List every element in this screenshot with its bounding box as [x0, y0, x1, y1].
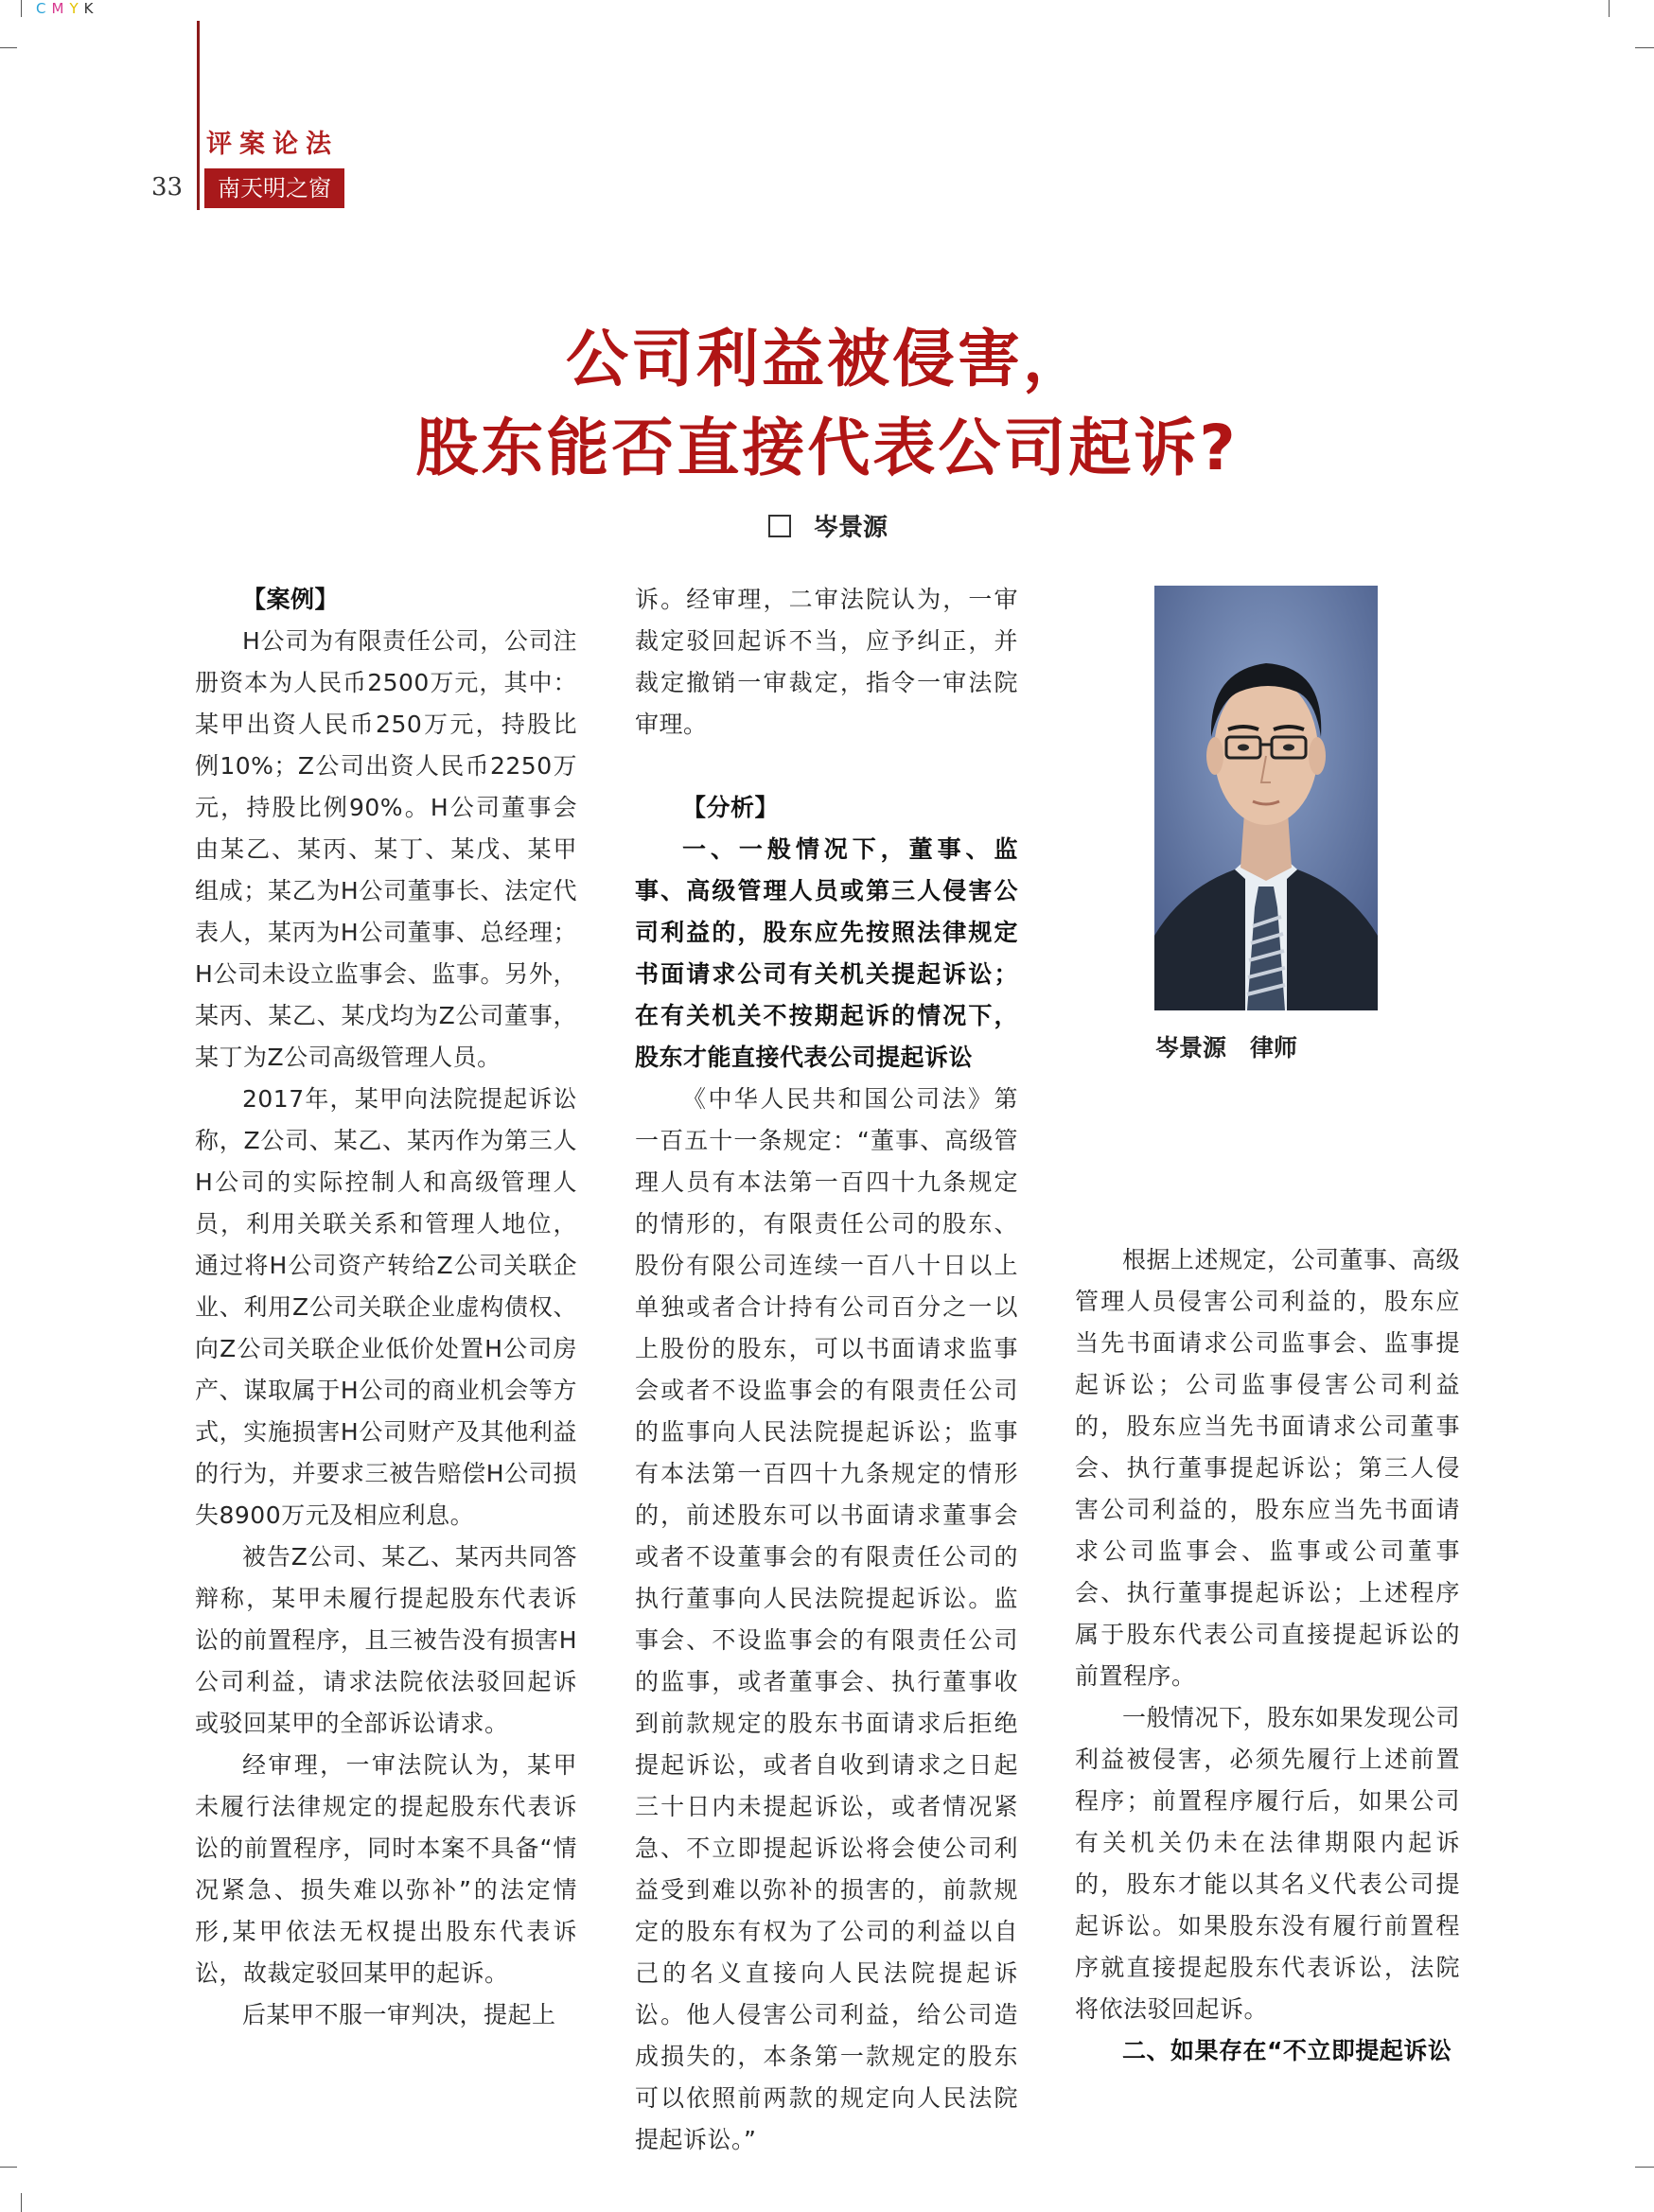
trim-mark: [1635, 2167, 1654, 2168]
trim-mark: [0, 47, 17, 48]
cmyk-k: K: [83, 0, 99, 17]
paragraph: 2017年，某甲向法院提起诉讼称，Z公司、某乙、某丙作为第三人H公司的实际控制人和高级管理人员，利用关联关系和管理人地位，通过将H公司资产转给Z公司关联企业、利用Z公司关联企业虚构债权、向Z公司关联企业低价处置H公司房产、谋取属于H公司的商业机会等方式，实施损害H公司财产及其他利益的行为，并要求三被告赔偿H公司损失8900万元及相应利息。: [195, 1085, 577, 1529]
header-rule: [197, 21, 200, 210]
point-heading-1: 一、一般情况下，董事、监事、高级管理人员或第三人侵害公司利益的，股东应先按照法律规定书面请求公司有关机关提起诉讼；在有关机关不按期起诉的情况下，股东才能直接代表公司提起诉讼: [635, 835, 1018, 1071]
paragraph: H公司为有限责任公司，公司注册资本为人民币2500万元，其中：某甲出资人民币250万元，持股比例10%；Z公司出资人民币2250万元，持股比例90%。H公司董事会由某乙、某丙、某丁、某戊、某甲组成；某乙为H公司董事长、法定代表人，某丙为H公司董事、总经理；H公司未设立监事会、监事。另外，某丙、某乙、某戊均为Z公司董事，某丁为Z公司高级管理人员。: [195, 627, 577, 1071]
paragraph: 根据上述规定，公司董事、高级管理人员侵害公司利益的，股东应当先书面请求公司监事会、监事提起诉讼；公司监事侵害公司利益的，股东应当先书面请求公司董事会、执行董事提起诉讼；第三人侵害公司利益的，股东应当先书面请求公司监事会、监事或公司董事会、执行董事提起诉讼；上述程序属于股东代表公司直接提起诉讼的前置程序。: [1075, 1246, 1461, 1690]
paragraph-gap: [635, 746, 1018, 787]
cmyk-print-marks: [36, 0, 98, 17]
paragraph: 一般情况下，股东如果发现公司利益被侵害，必须先履行上述前置程序；前置程序履行后，如果公司有关机关仍未在法律期限内起诉的，股东才能以其名义代表公司提起诉讼。如果股东没有履行前置程序就直接提起股东代表诉讼，法院将依法驳回起诉。: [1075, 1704, 1461, 2023]
trim-mark: [21, 2193, 22, 2212]
paragraph: 经审理，一审法院认为，某甲未履行法律规定的提起股东代表诉讼的前置程序，同时本案不具备“情况紧急、损失难以弥补”的法定情形,某甲依法无权提出股东代表诉讼，故裁定驳回某甲的起诉。: [195, 1751, 577, 1987]
byline: [768, 508, 888, 543]
trim-mark: [1635, 47, 1654, 48]
trim-mark: [0, 2167, 17, 2168]
trim-mark: [21, 0, 22, 17]
cmyk-m: M: [51, 0, 70, 17]
paragraph: 《中华人民共和国公司法》第一百五十一条规定：“董事、高级管理人员有本法第一百四十九条规定的情形的，有限责任公司的股东、股份有限公司连续一百八十日以上单独或者合计持有公司百分之一以上股份的股东，可以书面请求监事会或者不设监事会的有限责任公司的监事向人民法院提起诉讼；监事有本法第一百四十九条规定的情形的，前述股东可以书面请求董事会或者不设董事会的有限责任公司的执行董事向人民法院提起诉讼。监事会、不设监事会的有限责任公司的监事，或者董事会、执行董事收到前款规定的股东书面请求后拒绝提起诉讼，或者自收到请求之日起三十日内未提起诉讼，或者情况紧急、不立即提起诉讼将会使公司利益受到难以弥补的损害的，前款规定的股东有权为了公司的利益以自己的名义直接向人民法院提起诉讼。他人侵害公司利益，给公司造成损失的，本条第一款规定的股东可以依照前两款的规定向人民法院提起诉讼。”: [635, 1085, 1018, 2153]
portrait-illustration: [1154, 586, 1378, 1010]
section-name: 评案论法: [206, 130, 339, 159]
text-column-3: [1075, 1239, 1460, 2072]
article-title-line2: 股东能否直接代表公司起诉?: [415, 412, 1239, 484]
text-column-1: [195, 579, 577, 2036]
cmyk-y: Y: [69, 0, 84, 17]
author-photo: [1154, 586, 1378, 1010]
case-heading: 【案例】: [242, 586, 340, 613]
paragraph: 诉。经审理，二审法院认为，一审裁定驳回起诉不当，应予纠正，并裁定撤销一审裁定，指令一审法院审理。: [635, 586, 1018, 738]
cmyk-c: C: [36, 0, 52, 17]
paragraph: 被告Z公司、某乙、某丙共同答辩称，某甲未履行提起股东代表诉讼的前置程序，且三被告没有损害H公司利益，请求法院依法驳回起诉或驳回某甲的全部诉讼请求。: [195, 1543, 577, 1737]
photo-caption: 岑景源 律师: [1155, 1034, 1298, 1062]
text-column-2: [635, 579, 1018, 2161]
paragraph: 后某甲不服一审判决，提起上: [242, 2001, 556, 2028]
square-icon: [768, 515, 791, 537]
page-number: 33: [151, 173, 184, 202]
author-name: 岑景源: [814, 514, 889, 542]
article-title-line1: 公司利益被侵害，: [566, 323, 1088, 395]
trim-mark: [1609, 0, 1610, 17]
column-label: 南天明之窗: [204, 168, 344, 208]
point-heading-2: 二、如果存在“不立即提起诉讼: [1122, 2037, 1452, 2064]
analysis-heading: 【分析】: [682, 794, 780, 821]
